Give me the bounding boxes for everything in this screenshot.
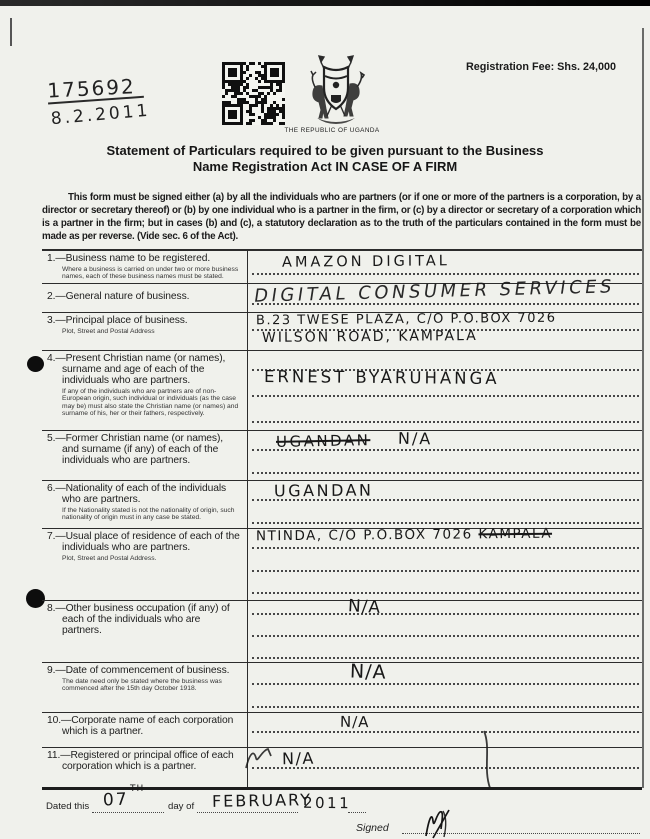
row8-label: 8.—Other business occupation (if any) of each of the individuals who are partners. [47,603,230,636]
row7-answer-cell [248,525,642,600]
row11-answer-cell [248,748,642,787]
row7-note: Plot, Street and Postal Address. [62,554,157,562]
row1-label: 1.—Business name to be registered. [47,253,211,264]
row6-label: 6.—Nationality of each of the individuals who are partners. [47,483,227,505]
row6-answer-cell [248,481,642,528]
dotted-answer-line [252,421,639,423]
serial-number: 175692 [46,74,137,103]
row1-handwritten-answer: AMAZON DIGITAL [281,253,450,271]
row5-label-cell [42,431,248,480]
row1-note: Where a business is carried on under two or more business names, each of these business names must be stated. [62,265,239,281]
row10-label: 10.—Corporate name of each corporation which is a partner. [47,715,234,737]
row2-handwritten-answer: DIGITAL CONSUMER SERVICES [252,276,617,307]
handwritten-month: FEBRUARY [211,790,313,811]
row5-answer-cell [248,428,642,480]
dotted-answer-line [252,613,639,615]
row3-label: 3.—Principal place of business. [47,315,188,326]
form-title-line2: Name Registration Act IN CASE OF A FIRM [192,158,458,174]
stray-pen-stroke [474,730,500,790]
row10-label-cell [42,713,248,747]
dated-prefix-label: Dated this [46,801,90,812]
row8-label-cell [42,601,248,662]
handwritten-day: 07 [102,789,129,811]
form-row-other-occupation [42,596,642,662]
row4-label-cell [42,351,248,430]
row2-label: 2.—General nature of business. [47,291,190,302]
form-row-former-names [42,430,642,480]
row5-handwritten-answer: N/A [397,428,433,449]
handwritten-year: 2011 [302,793,352,813]
row4-note: If any of the individuals who are partners are of non-European origin, such individual or individuals (as the case may be) must also state the Christian name (or names) and surname of his, her or their fathers, respectively. [62,387,239,418]
row8-answer-cell [248,596,642,662]
dotted-answer-line [252,731,639,733]
form-row-corporate-name [42,712,642,747]
row6-note: If the Nationality stated is not the nationality of origin, such nationality of origin must in any case be stated. [62,506,235,522]
row4-label: 4.—Present Christian name (or names), surname and age of each of the individuals who are partners. [47,353,226,386]
row6-label-cell [42,481,248,528]
form-row-nationality [42,480,642,528]
row9-note: The date need only be stated where the business was commenced after the 15th day October 1918. [62,677,222,693]
row7-label-cell [42,529,248,600]
signature [418,808,470,839]
row2-answer-cell [248,276,642,312]
form-row-nature-of-business [42,276,642,312]
form-row-present-names [42,350,642,430]
row3-answer-cell [248,310,642,350]
row3-handwritten-answer-line1: B.23 TWESE PLAZA, C/O P.O.BOX 7026 [255,310,557,329]
dotted-answer-line [252,657,639,659]
dotted-answer-line [252,395,639,397]
row11-label: 11.—Registered or principal office of each corporation which is a partner. [47,750,234,772]
dated-line [0,784,650,818]
signed-line [0,816,650,839]
dotted-answer-line [252,547,639,549]
dotted-answer-line [252,273,639,275]
form-title-line1: Statement of Particulars required to be given pursuant to the Business [106,143,544,158]
row6-handwritten-answer: UGANDAN [273,480,374,501]
row1-label-cell [42,251,248,283]
date-stamp: 8.2.2011 [50,100,152,130]
form-title [30,143,620,174]
scan-edge-left-mark [10,18,12,46]
row7-handwritten-answer [256,526,552,545]
dotted-answer-line [252,472,639,474]
day-of-label: day of [168,801,195,812]
form-row-principal-place [42,312,642,350]
signing-instructions-paragraph: This form must be signed either (a) by all the individuals who are partners (or if one or more of the partners is a corporation, by a director or secretary thereof) or (b) by one individual who is a partner in the firm, or (c) by a director or secretary of a corporation which is a partner in the firm; but in cases (b) and (c), a statutory declaration as to the truth of the particulars contained in the form must be made as per reverse. (Vide sec. 6 of the Act). [42,192,641,243]
row9-answer-cell [248,660,642,712]
row7-answer-struck: KAMPALA [478,525,553,543]
row10-answer-cell [248,713,642,747]
republic-of-uganda-caption: THE REPUBLIC OF UGANDA [284,127,380,134]
handwritten-day-ordinal: TH [130,784,145,794]
dated-month-dots [197,812,298,813]
form-row-residence [42,525,642,600]
row11-label-cell [42,748,248,787]
dotted-answer-line [252,592,639,594]
registration-fee-label: Registration Fee: Shs. 24,000 [465,61,616,73]
form-row-commencement-date [42,662,642,712]
row4-answer-cell [248,351,642,430]
dated-day-dots [92,812,164,813]
qr-code [222,62,285,125]
row5-label: 5.—Former Christian name (or names), and surname (if any) of each of the individuals who are partners. [47,433,224,466]
row8-handwritten-answer: N/A [347,596,382,618]
particulars-table [42,249,642,790]
row3-label-cell [42,313,248,350]
dated-year-dots [348,812,366,813]
row4-handwritten-answer: ERNEST BYARUHANGA [263,366,500,389]
row3-handwritten-answer-line2: WILSON ROAD, KAMPALA [261,328,478,346]
row9-label: 9.—Date of commencement of business. [47,665,230,676]
dotted-answer-line [252,635,639,637]
row9-handwritten-answer: N/A [349,660,387,684]
dotted-answer-line [252,706,639,708]
uganda-coat-of-arms [303,54,369,131]
row3-note: Plot, Street and Postal Address [62,327,155,335]
handwritten-serial-block [46,73,152,130]
row9-label-cell [42,663,248,712]
row10-handwritten-answer: N/A [339,712,370,732]
row7-answer-main: NTINDA, C/O P.O.BOX 7026 [255,526,479,545]
form-row-corporation-office [42,747,642,787]
row11-handwritten-answer: N/A [281,748,315,769]
row11-pen-scribble [244,746,274,772]
scan-edge-top [0,0,650,6]
dotted-answer-line [252,683,639,685]
dotted-answer-line [252,522,639,524]
row5-handwritten-struck-text: UGANDAN [275,431,371,451]
row2-label-cell [42,284,248,312]
scan-edge-right [642,28,644,788]
signed-label: Signed [356,822,389,834]
row7-label: 7.—Usual place of residence of each of the individuals who are partners. [47,531,240,553]
dotted-answer-line [252,570,639,572]
